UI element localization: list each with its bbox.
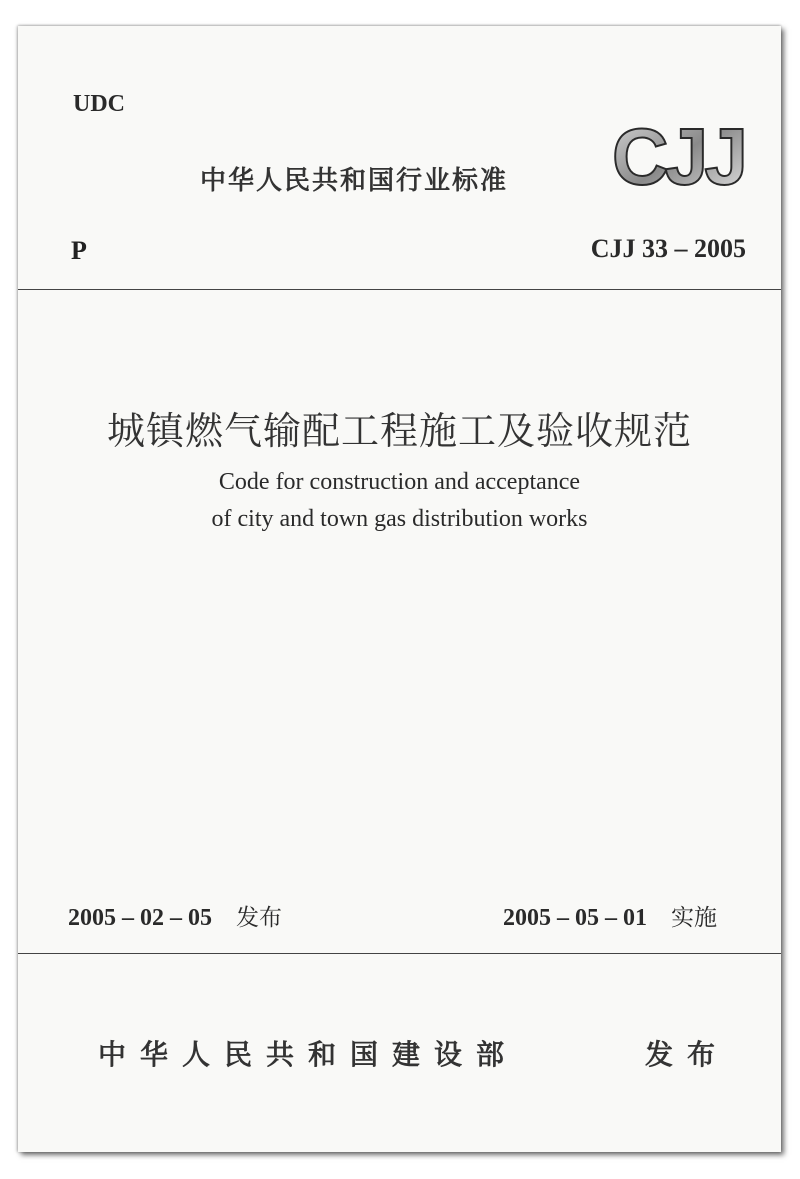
standard-number: CJJ 33 – 2005 <box>590 234 746 263</box>
standard-cover <box>18 26 781 1152</box>
title-english-line-1: Code for construction and acceptance <box>218 469 581 495</box>
issue-date: 2005 – 02 – 05 <box>68 905 212 931</box>
effective-date-block <box>503 899 717 932</box>
title-english <box>18 464 781 538</box>
publisher: 中华人民共和国建设部 <box>98 1038 519 1071</box>
publish-label: 发布 <box>645 1038 730 1071</box>
udc-label: UDC <box>73 91 125 117</box>
header-divider <box>18 289 781 290</box>
industry-standard-heading: 中华人民共和国行业标准 <box>200 166 509 196</box>
cjj-logo <box>608 114 748 194</box>
issue-date-block <box>68 899 282 932</box>
category-code: P <box>71 236 87 265</box>
effective-label: 实施 <box>671 905 717 931</box>
effective-date: 2005 – 05 – 01 <box>503 905 647 931</box>
title-english-line-2: of city and town gas distribution works <box>211 506 588 532</box>
issue-label: 发布 <box>236 905 282 931</box>
footer-divider <box>18 953 781 954</box>
title-chinese: 城镇燃气输配工程施工及验收规范 <box>106 409 692 453</box>
svg-text:CJJ: CJJ <box>612 114 744 194</box>
